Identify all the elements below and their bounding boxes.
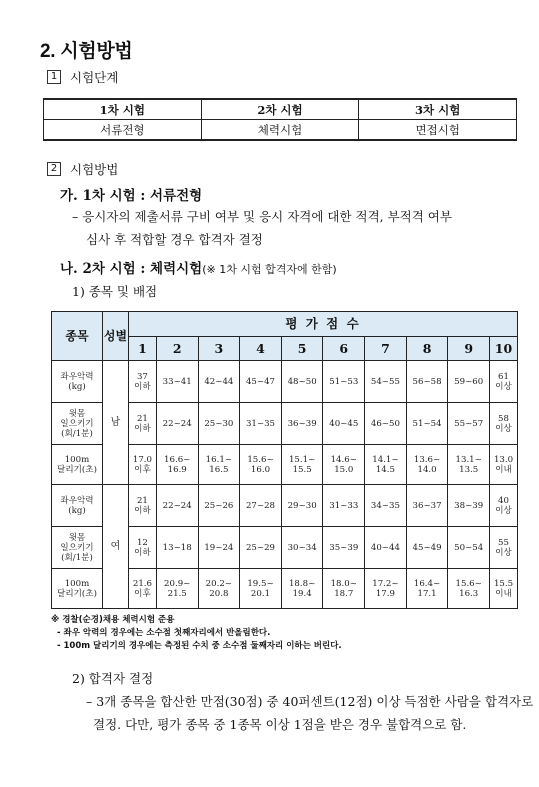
score-cell-line: 27~28 — [245, 500, 276, 511]
item-cell — [52, 445, 103, 485]
score-cell-line: 30~34 — [287, 542, 317, 553]
subsection-methods — [47, 160, 118, 178]
item-label-line: (kg) — [68, 381, 86, 392]
score-cell-line: 31~33 — [329, 500, 359, 511]
score-cell-line: 55~57 — [454, 418, 484, 429]
score-column-header: 3 — [198, 337, 240, 361]
score-cell-line: 51~53 — [329, 376, 359, 387]
score-cell-line: 16.0 — [250, 464, 271, 475]
score-cell — [198, 403, 240, 445]
score-cell — [406, 445, 448, 485]
item-label-line: 윗몸 — [68, 532, 86, 543]
score-cell-line: 20.1 — [250, 588, 271, 599]
heading-ga: 가. 1차 시험 : 서류전형 — [60, 188, 203, 204]
score-cell-line: 이상 — [495, 505, 512, 516]
score-cell-line: 21 — [136, 413, 148, 424]
score-cell-line: 19.4 — [292, 588, 312, 599]
item-label-line: 달리기(초) — [57, 588, 97, 599]
score-cell-line: 17.2~ — [372, 578, 399, 589]
score-cell-line: 20.8 — [209, 588, 229, 599]
score-cell-line: 21.6 — [132, 578, 153, 589]
score-cell — [448, 403, 490, 445]
pass-line-1: – 3개 종목을 합산한 만점(30점) 중 40퍼센트(12점) 이상 득점한 사람을 합격자로 — [86, 694, 534, 709]
section-title: 2. 시험방법 — [40, 41, 133, 62]
score-cell — [240, 445, 282, 485]
subsection-label: 시험단계 — [70, 70, 119, 85]
score-cell-line: 25~30 — [204, 418, 234, 429]
score-column-header: 10 — [490, 337, 518, 361]
score-cell-line: 17.9 — [375, 588, 395, 599]
score-cell — [323, 527, 365, 569]
score-cell-line: 55 — [498, 537, 509, 548]
score-cell-line: 16.1~ — [205, 454, 233, 465]
score-cell-line: 15.6~ — [455, 578, 482, 589]
score-column-header: 5 — [281, 337, 323, 361]
score-cell-line: 13~18 — [162, 542, 192, 553]
score-cell-line: 이상 — [495, 547, 512, 558]
gender-cell: 여 — [103, 485, 129, 609]
score-cell-line: 56~58 — [412, 376, 442, 387]
stage-table — [43, 98, 517, 141]
item-label-line: 일으키기 — [60, 542, 94, 553]
score-cell — [281, 361, 323, 403]
score-cell — [156, 527, 198, 569]
score-cell-line: 17.1 — [417, 588, 437, 599]
score-cell-line: 이상 — [495, 381, 512, 392]
score-cell — [490, 569, 518, 609]
score-cell-line: 59~60 — [454, 376, 484, 387]
score-cell-line: 45~47 — [245, 376, 276, 387]
score-cell — [490, 361, 518, 403]
score-column-header: 1 — [129, 337, 157, 361]
score-cell — [406, 527, 448, 569]
score-cell — [490, 527, 518, 569]
sub-heading-pass: 2) 합격자 결정 — [72, 671, 154, 686]
score-cell-line: 20.2~ — [205, 578, 233, 589]
score-cell-line: 이내 — [495, 588, 512, 599]
score-cell-line: 40~44 — [370, 542, 400, 553]
score-cell-line: 이하 — [134, 547, 151, 558]
score-cell — [156, 569, 198, 609]
score-cell-line: 58 — [498, 413, 509, 424]
score-cell-line: 이내 — [495, 464, 512, 475]
score-cell — [448, 485, 490, 527]
score-cell — [156, 485, 198, 527]
score-cell-line: 18.7 — [334, 588, 354, 599]
score-cell-line: 14.5 — [375, 464, 395, 475]
ga-line-2: 심사 후 적합할 경우 합격자 결정 — [86, 232, 263, 247]
score-cell-line: 이하 — [134, 381, 151, 392]
item-cell — [52, 485, 103, 527]
score-cell — [240, 485, 282, 527]
note-line: - 좌우 악력의 경우에는 소수점 첫째자리에서 반올림한다. — [57, 628, 271, 638]
score-cell — [240, 527, 282, 569]
score-table — [51, 311, 518, 609]
item-cell — [52, 361, 103, 403]
score-cell-line: 54~55 — [370, 376, 400, 387]
score-cell-line: 13.1~ — [455, 454, 482, 465]
score-cell-line: 15.6~ — [247, 454, 274, 465]
score-cell — [129, 485, 157, 527]
score-cell — [365, 485, 407, 527]
score-cell-line: 29~30 — [287, 500, 317, 511]
score-cell-line: 19.5~ — [247, 578, 274, 589]
notes — [51, 614, 342, 653]
score-cell-line: 이하 — [134, 423, 151, 434]
score-cell — [240, 569, 282, 609]
score-cell — [281, 527, 323, 569]
score-cell — [156, 445, 198, 485]
score-cell — [198, 485, 240, 527]
item-label-line: (회/1분) — [61, 428, 93, 439]
score-cell — [406, 485, 448, 527]
item-cell — [52, 527, 103, 569]
heading-na-text: 나. 2차 시험 : 체력시험 — [60, 261, 203, 277]
stage-header: 1차 시험 — [44, 99, 202, 120]
score-cell-line: 51~54 — [412, 418, 442, 429]
score-cell — [490, 445, 518, 485]
ga-line-1: – 응시자의 제출서류 구비 여부 및 응시 자격에 대한 적격, 부적격 여부 — [72, 209, 452, 224]
score-cell — [281, 485, 323, 527]
score-cell — [156, 403, 198, 445]
score-cell-line: 16.9 — [167, 464, 187, 475]
score-cell — [281, 569, 323, 609]
score-cell-line: 40~45 — [329, 418, 359, 429]
score-cell-line: 42~44 — [204, 376, 234, 387]
score-cell-line: 18.0~ — [330, 578, 357, 589]
score-cell — [448, 361, 490, 403]
item-label-line: 일으키기 — [60, 418, 94, 429]
subsection-label: 시험방법 — [70, 162, 119, 177]
score-cell-line: 13.6~ — [413, 454, 441, 465]
score-column-header: 8 — [406, 337, 448, 361]
item-label-line: 윗몸 — [68, 408, 86, 419]
score-cell-line: 36~39 — [287, 418, 317, 429]
score-cell-line: 45~49 — [412, 542, 442, 553]
score-column-header: 2 — [156, 337, 198, 361]
score-cell — [448, 569, 490, 609]
col-item-header: 종목 — [52, 312, 103, 361]
item-cell — [52, 569, 103, 609]
score-column-header: 9 — [448, 337, 490, 361]
sub-heading-items: 1) 종목 및 배점 — [72, 284, 158, 299]
gender-cell: 남 — [103, 361, 129, 485]
item-cell — [52, 403, 103, 445]
score-cell-line: 14.1~ — [372, 454, 399, 465]
table-row — [52, 361, 518, 403]
col-gender-header: 성별 — [103, 312, 129, 361]
item-label-line: 100m — [64, 454, 90, 465]
score-cell — [323, 403, 365, 445]
score-cell-line: 15.5 — [292, 464, 312, 475]
score-cell-line: 31~35 — [245, 418, 276, 429]
score-cell — [406, 569, 448, 609]
table-row — [52, 485, 518, 527]
score-cell — [129, 569, 157, 609]
score-cell-line: 13.0 — [493, 454, 514, 465]
stage-value: 체력시험 — [201, 120, 359, 141]
score-column-header: 4 — [240, 337, 282, 361]
item-label-line: (회/1분) — [61, 552, 93, 563]
score-cell-line: 15.5 — [493, 578, 514, 589]
score-cell — [490, 485, 518, 527]
score-cell-line: 48~50 — [287, 376, 317, 387]
item-label-line: 달리기(초) — [57, 464, 97, 475]
score-cell — [156, 361, 198, 403]
score-cell — [198, 361, 240, 403]
score-cell-line: 이상 — [495, 423, 512, 434]
score-cell — [365, 445, 407, 485]
score-cell-line: 33~41 — [162, 376, 192, 387]
score-cell — [365, 361, 407, 403]
score-cell-line: 36~37 — [412, 500, 442, 511]
heading-na-note: (※ 1차 시험 합격자에 한함) — [202, 263, 337, 276]
score-cell — [129, 361, 157, 403]
score-cell — [323, 361, 365, 403]
score-cell — [198, 445, 240, 485]
score-cell — [129, 527, 157, 569]
score-cell-line: 46~50 — [370, 418, 400, 429]
stage-value: 면접시험 — [359, 120, 517, 141]
score-cell-line: 17.0 — [132, 454, 153, 465]
score-column-header: 6 — [323, 337, 365, 361]
score-cell — [406, 403, 448, 445]
subsection-stages — [47, 68, 118, 86]
score-cell-line: 22~24 — [162, 500, 192, 511]
score-cell-line: 25~26 — [204, 500, 234, 511]
heading-na — [60, 257, 337, 277]
score-cell-line: 이후 — [134, 464, 151, 475]
score-cell — [240, 361, 282, 403]
score-cell-line: 16.4~ — [413, 578, 441, 589]
score-cell-line: 12 — [136, 537, 148, 548]
item-label-line: (kg) — [68, 505, 86, 516]
score-cell — [323, 485, 365, 527]
score-cell-line: 16.5 — [209, 464, 229, 475]
score-cell-line: 13.5 — [459, 464, 479, 475]
score-cell-line: 22~24 — [162, 418, 192, 429]
score-cell — [281, 445, 323, 485]
score-cell-line: 20.9~ — [164, 578, 191, 589]
score-cell-line: 34~35 — [370, 500, 400, 511]
score-cell — [365, 527, 407, 569]
score-cell-line: 18.8~ — [288, 578, 316, 589]
score-cell-line: 25~29 — [245, 542, 276, 553]
score-cell — [448, 527, 490, 569]
score-cell — [323, 445, 365, 485]
item-label-line: 좌우악력 — [60, 371, 94, 382]
subsection-number-box: 2 — [47, 162, 61, 176]
score-cell-line: 40 — [498, 495, 509, 506]
score-cell-line: 14.0 — [417, 464, 437, 475]
subsection-number-box: 1 — [47, 70, 61, 84]
score-cell — [129, 403, 157, 445]
score-cell-line: 38~39 — [454, 500, 484, 511]
stage-header: 2차 시험 — [201, 99, 359, 120]
score-cell — [198, 527, 240, 569]
score-cell — [240, 403, 282, 445]
score-cell-line: 37 — [136, 371, 148, 382]
score-cell — [490, 403, 518, 445]
score-cell-line: 16.6~ — [164, 454, 191, 465]
score-cell-line: 이하 — [134, 505, 151, 516]
score-cell-line: 21 — [136, 495, 148, 506]
score-cell — [448, 445, 490, 485]
score-cell-line: 15.0 — [334, 464, 354, 475]
note-line: ※ 경찰(순경)채용 체력시험 준용 — [51, 615, 175, 625]
score-cell-line: 16.3 — [459, 588, 479, 599]
score-cell — [406, 361, 448, 403]
item-label-line: 100m — [64, 578, 90, 589]
score-cell — [365, 403, 407, 445]
score-cell-line: 61 — [498, 371, 509, 382]
score-cell-line: 15.1~ — [288, 454, 316, 465]
note-line: - 100m 달리기의 경우에는 측정된 수치 중 소수점 둘째자리 이하는 버린다. — [57, 641, 342, 651]
score-cell-line: 35~39 — [329, 542, 359, 553]
score-cell-line: 21.5 — [167, 588, 187, 599]
score-cell-line: 14.6~ — [330, 454, 357, 465]
stage-value: 서류전형 — [44, 120, 202, 141]
score-column-header: 7 — [365, 337, 407, 361]
score-cell — [129, 445, 157, 485]
col-score-header: 평 가 점 수 — [129, 312, 518, 337]
score-cell-line: 19~24 — [204, 542, 234, 553]
score-cell-line: 50~54 — [454, 542, 484, 553]
score-cell — [323, 569, 365, 609]
score-cell-line: 이후 — [134, 588, 151, 599]
score-cell — [281, 403, 323, 445]
pass-line-2: 결정. 다만, 평가 종목 중 1종목 이상 1점을 받은 경우 불합격으로 함. — [93, 717, 467, 732]
stage-header: 3차 시험 — [359, 99, 517, 120]
score-cell — [198, 569, 240, 609]
item-label-line: 좌우악력 — [60, 495, 94, 506]
score-cell — [365, 569, 407, 609]
